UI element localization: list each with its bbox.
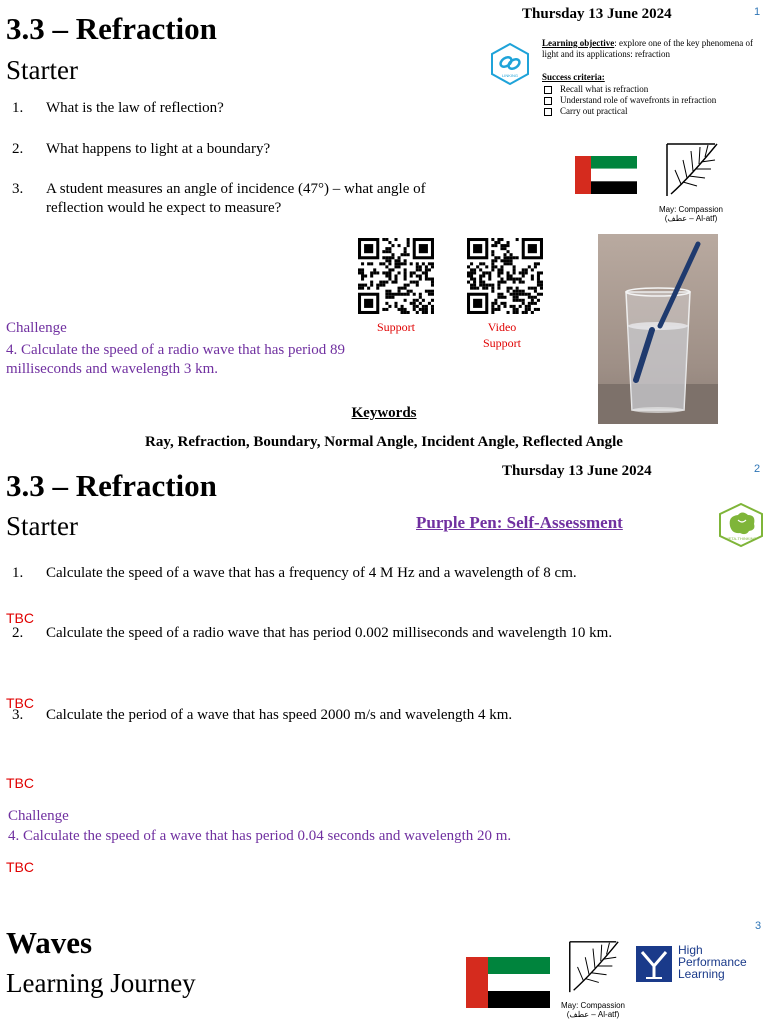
criteria-item: Understand role of wavefronts in refraction [542, 95, 716, 106]
challenge-question: 4. Calculate the speed of a radio wave that has period 89 milliseconds and wavelength 3 km. [6, 342, 346, 377]
slide-subtitle: Starter [6, 55, 78, 85]
question-item: 3. A student measures an angle of incidence (47°) – what angle of reflection would he expect to measure? [12, 181, 426, 216]
tbc-note: TBC [6, 610, 34, 626]
video-support-qr-code[interactable] [467, 238, 543, 314]
learning-objective [542, 38, 764, 60]
challenge-label: Challenge [8, 808, 69, 824]
slide-2 [0, 458, 768, 910]
criteria-item: Recall what is refraction [542, 84, 716, 95]
objective-label: Learning objective [542, 38, 615, 48]
slide-subtitle: Learning Journey [6, 968, 196, 998]
support-qr-code[interactable] [358, 238, 434, 314]
hpl-text: High Performance Learning [678, 943, 747, 981]
linking-badge [488, 42, 532, 86]
palm-leaf-icon [657, 138, 725, 200]
hpl-icon [636, 946, 672, 982]
slide-title: Waves [6, 925, 93, 960]
slide-number: 2 [754, 463, 761, 475]
link-icon [488, 42, 532, 86]
palm-leaf-icon [559, 936, 627, 996]
uae-flag [466, 957, 550, 1008]
meta-thinking-badge [716, 502, 766, 548]
tbc-note: TBC [6, 859, 34, 875]
question-item: 3. Calculate the period of a wave that has speed 2000 m/s and wavelength 4 km. [12, 707, 513, 723]
success-criteria-list [524, 84, 716, 117]
objective-text: : explore one of the key phenomena of light and its applications: refraction [542, 38, 753, 59]
question-item: 2. Calculate the speed of a radio wave that has period 0.002 milliseconds and wavelength 10 km. [12, 625, 613, 641]
keywords-list: Ray, Refraction, Boundary, Normal Angle, Incident Angle, Reflected Angle [145, 434, 623, 450]
success-criteria-label: Success criteria: [542, 72, 605, 82]
refraction-glass-photo [598, 234, 718, 424]
slide-3 [0, 912, 768, 1024]
compassion-logo [559, 936, 627, 1024]
hpl-logo [636, 944, 764, 984]
challenge-question: 4. Calculate the speed of a wave that has period 0.04 seconds and wavelength 20 m. [8, 828, 512, 844]
lesson-date: Thursday 13 June 2024 [522, 6, 672, 22]
compassion-caption: May: Compassion (عطف – Al-atf) [560, 1001, 626, 1019]
slide-number: 1 [754, 6, 761, 18]
question-item: 1. Calculate the speed of a wave that has a frequency of 4 M Hz and a wavelength of 8 cm. [12, 565, 577, 581]
slide-title: 3.3 – Refraction [6, 468, 217, 503]
uae-flag [575, 156, 637, 194]
brain-icon [716, 502, 766, 548]
compassion-logo [657, 138, 725, 222]
question-item: 1. What is the law of reflection? [12, 100, 224, 116]
slide-title: 3.3 – Refraction [6, 11, 217, 46]
challenge-label: Challenge [6, 320, 67, 336]
lesson-date: Thursday 13 June 2024 [502, 463, 652, 479]
keywords-title: Keywords [351, 405, 417, 421]
slide-number: 3 [755, 920, 762, 932]
support-caption: Support [376, 320, 415, 334]
badge-label: META-THINKING [725, 536, 757, 541]
slide-1 [0, 0, 768, 456]
tbc-note: TBC [6, 775, 34, 791]
criteria-item: Carry out practical [542, 106, 716, 117]
self-assessment-heading: Purple Pen: Self-Assessment [416, 513, 623, 532]
checkbox-icon [544, 108, 552, 116]
question-item: 2. What happens to light at a boundary? [12, 141, 271, 157]
compassion-caption: May: Compassion (عطف – Al-atf) [658, 205, 724, 223]
slide-subtitle: Starter [6, 511, 78, 541]
checkbox-icon [544, 86, 552, 94]
video-support-caption: Video Support [482, 320, 521, 350]
badge-label: LINKING [501, 73, 518, 78]
tbc-note: TBC [6, 695, 34, 711]
checkbox-icon [544, 97, 552, 105]
